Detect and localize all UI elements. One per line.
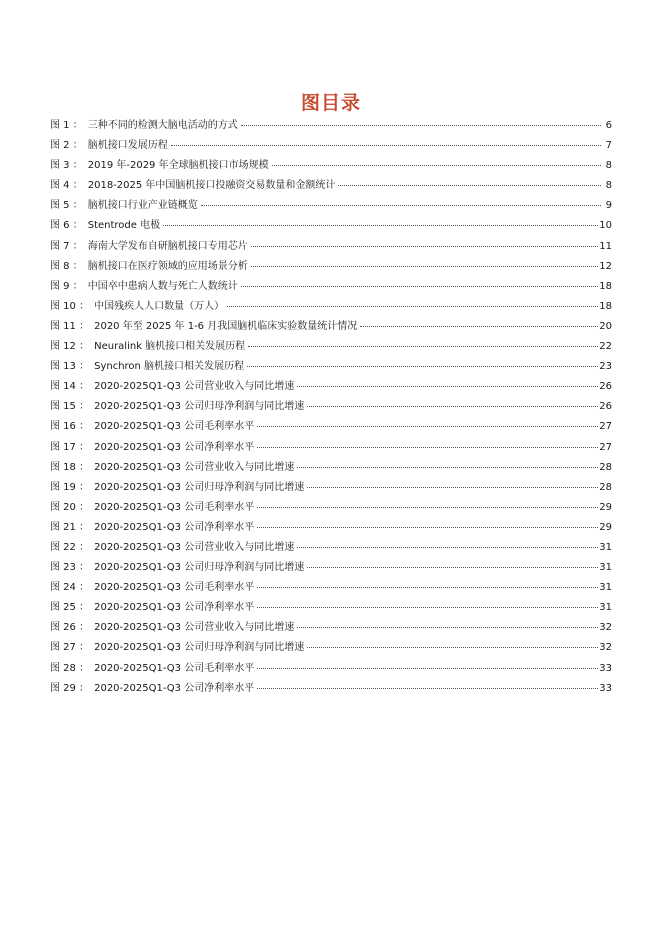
page-number: 32 [599, 622, 612, 634]
toc-entry[interactable] [50, 582, 612, 602]
page-number: 7 [605, 140, 612, 152]
figure-caption: Stentrode 电极 [87, 220, 161, 232]
figure-number: 图 20 ： [50, 501, 90, 513]
figure-caption: 海南大学发布自研脑机接口专用芯片 [87, 240, 248, 252]
figure-caption: 2020-2025Q1-Q3 公司归母净利润与同比增速 [94, 481, 305, 493]
toc-entry[interactable] [50, 120, 612, 140]
figure-caption: 2020-2025Q1-Q3 公司营业收入与同比增速 [94, 381, 295, 393]
figure-number: 图 26 ： [50, 622, 90, 634]
dot-leader [227, 306, 598, 307]
toc-entry[interactable] [50, 622, 612, 642]
page-number: 8 [605, 180, 612, 192]
dot-leader [241, 125, 601, 126]
page-number: 31 [599, 541, 612, 553]
dot-leader [248, 346, 598, 347]
figure-caption: 2020-2025Q1-Q3 公司毛利率水平 [94, 582, 255, 594]
dot-leader [297, 627, 598, 628]
page-number: 33 [599, 662, 612, 674]
dot-leader [297, 467, 598, 468]
figure-number: 图 23 ： [50, 562, 90, 574]
figure-number: 图 1 ： [50, 120, 83, 131]
toc-entry[interactable] [50, 522, 612, 542]
figure-caption: Neuralink 脑机接口相关发展历程 [94, 341, 246, 353]
page-number: 28 [599, 461, 612, 473]
figure-caption: 2020-2025Q1-Q3 公司营业收入与同比增速 [94, 461, 295, 473]
figure-number: 图 6 ： [50, 220, 83, 232]
toc-entry[interactable] [50, 663, 612, 683]
page-number: 20 [599, 320, 612, 332]
page-number: 33 [599, 682, 612, 694]
figure-caption: 2018-2025 年中国脑机接口投融资交易数量和金额统计 [87, 180, 336, 192]
toc-entry[interactable] [50, 642, 612, 662]
page-number: 22 [599, 341, 612, 353]
toc-entry[interactable] [50, 361, 612, 381]
dot-leader [307, 567, 598, 568]
toc-entry[interactable] [50, 341, 612, 361]
toc-entry[interactable] [50, 542, 612, 562]
page-number: 18 [599, 300, 612, 312]
figure-number: 图 2 ： [50, 140, 83, 152]
dot-leader [338, 185, 601, 186]
dot-leader [307, 487, 598, 488]
page-number: 18 [599, 280, 612, 292]
figure-number: 图 24 ： [50, 582, 90, 594]
figure-caption: 2020-2025Q1-Q3 公司毛利率水平 [94, 421, 255, 433]
dot-leader [257, 447, 598, 448]
toc-entry[interactable] [50, 281, 612, 301]
toc-entry[interactable] [50, 160, 612, 180]
page-number: 27 [599, 421, 612, 433]
figure-caption: 脑机接口在医疗领域的应用场景分析 [87, 260, 248, 272]
page-number: 8 [605, 160, 612, 172]
dot-leader [257, 607, 598, 608]
dot-leader [257, 668, 598, 669]
figure-caption: 2020 年至 2025 年 1-6 月我国脑机临床实验数量统计情况 [94, 320, 358, 332]
page-number: 9 [605, 200, 612, 212]
toc-entry[interactable] [50, 241, 612, 261]
page-number: 12 [599, 260, 612, 272]
figure-number: 图 4 ： [50, 180, 83, 192]
figure-number: 图 14 ： [50, 381, 90, 393]
figure-caption: 2020-2025Q1-Q3 公司营业收入与同比增速 [94, 541, 295, 553]
figure-caption: 2020-2025Q1-Q3 公司营业收入与同比增速 [94, 622, 295, 634]
dot-leader [257, 426, 598, 427]
figure-number: 图 15 ： [50, 401, 90, 413]
page-number: 32 [599, 642, 612, 654]
dot-leader [163, 225, 598, 226]
figure-caption: 2020-2025Q1-Q3 公司归母净利润与同比增速 [94, 401, 305, 413]
page-number: 26 [599, 401, 612, 413]
toc-entry[interactable] [50, 301, 612, 321]
dot-leader [241, 286, 599, 287]
figure-caption: 2019 年-2029 年全球脑机接口市场规模 [87, 160, 269, 172]
figure-caption: 脑机接口行业产业链概览 [87, 200, 198, 212]
figure-caption: 2020-2025Q1-Q3 公司毛利率水平 [94, 662, 255, 674]
figure-number: 图 7 ： [50, 240, 83, 252]
dot-leader [297, 547, 598, 548]
toc-entry[interactable] [50, 140, 612, 160]
toc-entry[interactable] [50, 200, 612, 220]
figure-caption: 2020-2025Q1-Q3 公司净利率水平 [94, 682, 255, 694]
dot-leader [247, 366, 598, 367]
figure-caption: 中国卒中患病人数与死亡人数统计 [87, 280, 238, 292]
toc-entry[interactable] [50, 462, 612, 482]
figure-caption: 脑机接口发展历程 [87, 140, 168, 152]
figure-number: 图 17 ： [50, 441, 90, 453]
figure-number: 图 3 ： [50, 160, 83, 172]
figure-caption: 2020-2025Q1-Q3 公司归母净利润与同比增速 [94, 642, 305, 654]
figure-number: 图 13 ： [50, 361, 90, 373]
toc-entry[interactable] [50, 562, 612, 582]
page-title: 图目录 [300, 92, 361, 114]
page-number: 31 [599, 562, 612, 574]
toc-entry[interactable] [50, 401, 612, 421]
page-number: 27 [599, 441, 612, 453]
toc-entry[interactable] [50, 683, 612, 703]
figure-caption: 2020-2025Q1-Q3 公司毛利率水平 [94, 501, 255, 513]
toc-entry[interactable] [50, 421, 612, 441]
figure-caption: 2020-2025Q1-Q3 公司净利率水平 [94, 441, 255, 453]
toc-entry[interactable] [50, 180, 612, 200]
dot-leader [297, 386, 598, 387]
figure-number: 图 18 ： [50, 461, 90, 473]
page-number: 31 [599, 582, 612, 594]
dot-leader [257, 587, 598, 588]
page-number: 6 [605, 120, 612, 131]
figure-number: 图 27 ： [50, 642, 90, 654]
page-number: 11 [599, 240, 612, 252]
figure-number: 图 16 ： [50, 421, 90, 433]
page-number: 29 [599, 521, 612, 533]
page-number: 26 [599, 381, 612, 393]
figure-number: 图 22 ： [50, 541, 90, 553]
toc-entry[interactable] [50, 321, 612, 341]
figure-caption: 2020-2025Q1-Q3 公司净利率水平 [94, 602, 255, 614]
dot-leader [171, 145, 601, 146]
figure-list [50, 120, 612, 703]
figure-number: 图 9 ： [50, 280, 83, 292]
dot-leader [201, 205, 601, 206]
page-number: 28 [599, 481, 612, 493]
toc-entry[interactable] [50, 602, 612, 622]
page-number: 10 [599, 220, 612, 232]
figure-number: 图 11 ： [50, 320, 90, 332]
figure-caption: 中国残疾人人口数量（万人） [94, 300, 225, 312]
figure-caption: 2020-2025Q1-Q3 公司净利率水平 [94, 521, 255, 533]
page-number: 29 [599, 501, 612, 513]
figure-caption: Synchron 脑机接口相关发展历程 [94, 361, 245, 373]
dot-leader [251, 246, 599, 247]
toc-entry[interactable] [50, 442, 612, 462]
figure-number: 图 12 ： [50, 341, 90, 353]
figure-number: 图 21 ： [50, 521, 90, 533]
dot-leader [257, 507, 598, 508]
figure-number: 图 5 ： [50, 200, 83, 212]
figure-number: 图 8 ： [50, 260, 83, 272]
toc-entry[interactable] [50, 261, 612, 281]
dot-leader [307, 647, 598, 648]
page-number: 23 [599, 361, 612, 373]
figure-number: 图 25 ： [50, 602, 90, 614]
figure-caption: 2020-2025Q1-Q3 公司归母净利润与同比增速 [94, 562, 305, 574]
toc-entry[interactable] [50, 381, 612, 401]
page-number: 31 [599, 602, 612, 614]
dot-leader [251, 266, 599, 267]
toc-entry[interactable] [50, 220, 612, 240]
dot-leader [360, 326, 598, 327]
dot-leader [257, 527, 598, 528]
dot-leader [307, 406, 598, 407]
figure-caption: 三种不同的检测大脑电活动的方式 [87, 120, 238, 131]
figure-number: 图 28 ： [50, 662, 90, 674]
figure-number: 图 19 ： [50, 481, 90, 493]
figure-number: 图 29 ： [50, 682, 90, 694]
dot-leader [272, 165, 601, 166]
figure-number: 图 10 ： [50, 300, 90, 312]
toc-entry[interactable] [50, 502, 612, 522]
dot-leader [257, 688, 598, 689]
toc-entry[interactable] [50, 482, 612, 502]
